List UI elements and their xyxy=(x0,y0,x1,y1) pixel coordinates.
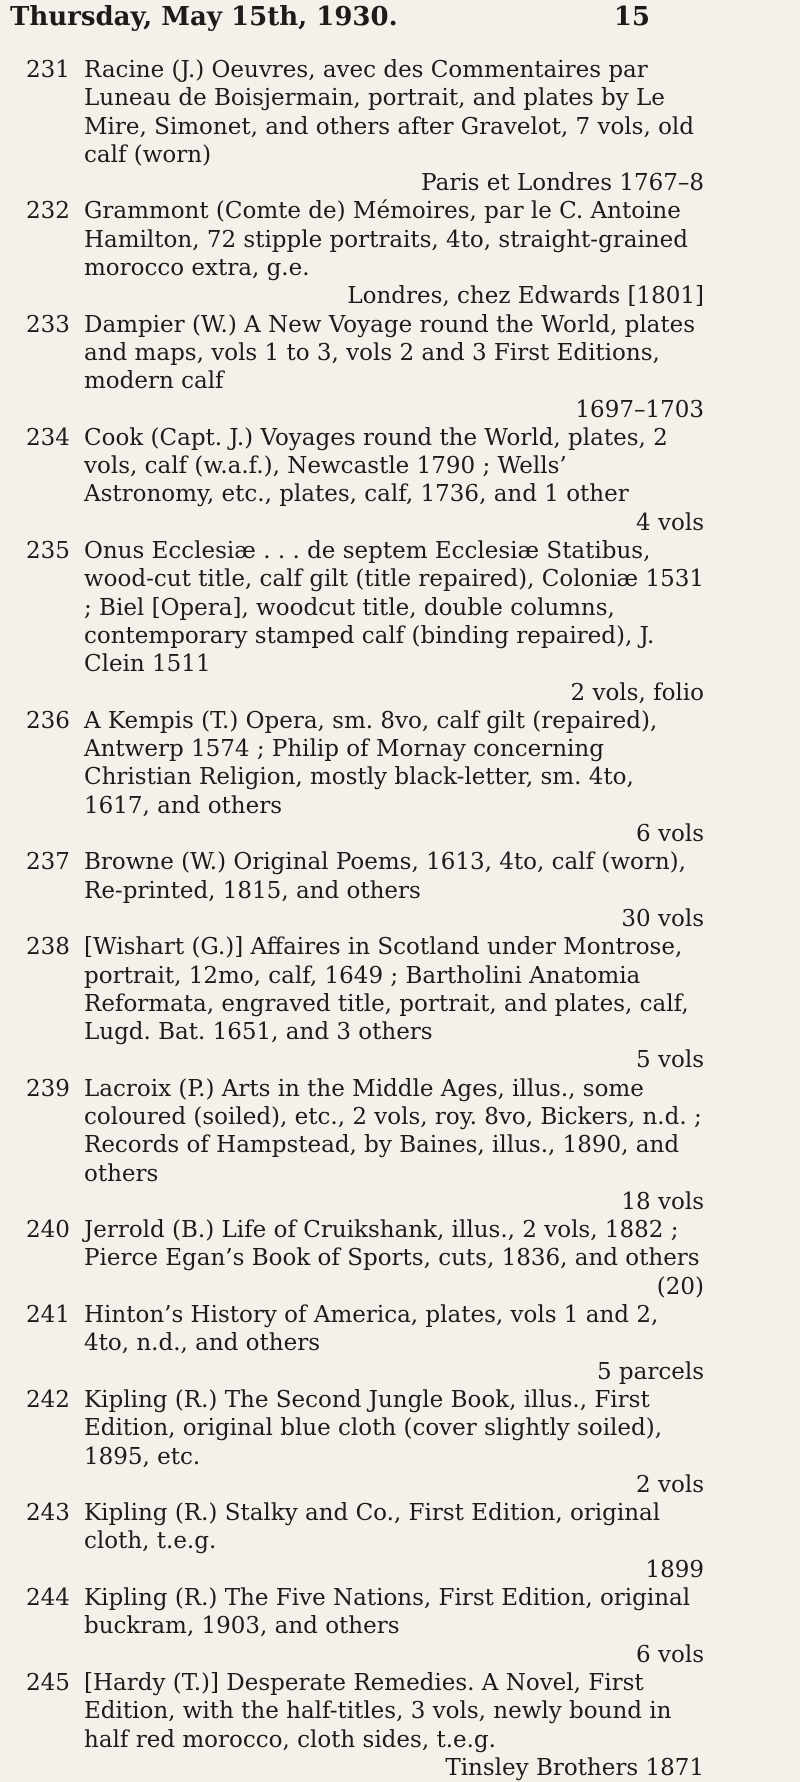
lot-text: Onus Ecclesiæ . . . de septem Ecclesiæ Statibus, wood-cut title, calf gilt (title repaired), Coloniæ 1531 ; Biel [Opera], woodcut title, double columns, contemporary stamped calf (binding repaired), J. Clein 1511 xyxy=(84,538,705,678)
lot-description xyxy=(84,424,704,537)
lot-list xyxy=(0,56,790,1782)
lot-number: 239 xyxy=(26,1075,70,1102)
lot-entry xyxy=(0,1669,790,1782)
lot-entry xyxy=(0,1075,790,1216)
lot-quantity: Londres, chez Edwards [1801] xyxy=(347,283,704,310)
lot-number: 236 xyxy=(26,707,70,734)
lot-quantity: 6 vols xyxy=(636,821,704,848)
lot-text: Grammont (Comte de) Mémoires, par le C. Antoine Hamilton, 72 stipple portraits, 4to, straight-grained morocco extra, g.e. xyxy=(84,198,688,282)
lot-number: 235 xyxy=(26,538,70,565)
lot-entry xyxy=(0,424,790,537)
lot-number: 240 xyxy=(26,1217,70,1244)
lot-number: 237 xyxy=(26,849,70,876)
lot-text: Kipling (R.) The Five Nations, First Edition, original buckram, 1903, and others xyxy=(84,1585,691,1640)
lot-entry xyxy=(0,311,790,424)
lot-description xyxy=(84,311,704,424)
lot-quantity: 1899 xyxy=(645,1556,704,1583)
lot-quantity: 5 vols xyxy=(636,1047,704,1074)
lot-number: 234 xyxy=(26,424,70,451)
lot-text: [Wishart (G.)] Affaires in Scotland under Montrose, portrait, 12mo, calf, 1649 ; Bartholini Anatomia Reformata, engraved title, portrait, and plates, calf, Lugd. Bat. 1651, and 3 others xyxy=(84,934,689,1046)
lot-number: 232 xyxy=(26,198,70,225)
lot-description xyxy=(84,848,704,933)
lot-description xyxy=(84,1216,704,1301)
lot-quantity: Paris et Londres 1767–8 xyxy=(421,170,704,197)
lot-quantity: (20) xyxy=(656,1273,704,1300)
lot-quantity: 4 vols xyxy=(636,509,704,536)
lot-entry xyxy=(0,537,790,707)
lot-number: 244 xyxy=(26,1585,70,1612)
lot-quantity: 2 vols, folio xyxy=(570,679,704,706)
lot-description xyxy=(84,933,704,1074)
lot-text: Hinton’s History of America, plates, vols 1 and 2, 4to, n.d., and others xyxy=(84,1302,659,1357)
lot-entry xyxy=(0,197,790,310)
lot-description xyxy=(84,1499,704,1584)
lot-text: Kipling (R.) The Second Jungle Book, illus., First Edition, original blue cloth (cover slightly soiled), 1895, etc. xyxy=(84,1386,663,1470)
lot-entry xyxy=(0,1386,790,1499)
lot-quantity: 6 vols xyxy=(636,1641,704,1668)
lot-number: 242 xyxy=(26,1386,70,1413)
lot-number: 238 xyxy=(26,934,70,961)
lot-description xyxy=(84,1584,704,1669)
lot-entry xyxy=(0,933,790,1074)
lot-description xyxy=(84,1386,704,1499)
lot-description xyxy=(84,1301,704,1386)
lot-quantity: 5 parcels xyxy=(596,1358,704,1385)
lot-entry xyxy=(0,707,790,848)
lot-number: 243 xyxy=(26,1500,70,1527)
lot-quantity: 30 vols xyxy=(621,905,704,932)
lot-description xyxy=(84,56,704,197)
lot-entry xyxy=(0,848,790,933)
lot-entry xyxy=(0,1584,790,1669)
lot-quantity: 18 vols xyxy=(621,1188,704,1215)
lot-text: Browne (W.) Original Poems, 1613, 4to, calf (worn), Re-printed, 1815, and others xyxy=(84,849,686,904)
lot-text: Lacroix (P.) Arts in the Middle Ages, illus., some coloured (soiled), etc., 2 vols, roy. 8vo, Bickers, n.d. ; Records of Hampstead, by Baines, illus., 1890, and others xyxy=(84,1075,702,1187)
lot-text: Cook (Capt. J.) Voyages round the World, plates, 2 vols, calf (w.a.f.), Newcastle 1790 ; Wells’ Astronomy, etc., plates, calf, 1736, and 1 other xyxy=(84,424,668,508)
lot-text: Jerrold (B.) Life of Cruikshank, illus., 2 vols, 1882 ; Pierce Egan’s Book of Sports, cuts, 1836, and others xyxy=(84,1217,700,1272)
lot-text: Kipling (R.) Stalky and Co., First Edition, original cloth, t.e.g. xyxy=(84,1500,661,1555)
lot-number: 233 xyxy=(26,311,70,338)
lot-quantity: 1697–1703 xyxy=(575,396,704,423)
lot-number: 231 xyxy=(26,57,70,83)
lot-description xyxy=(84,537,704,707)
lot-description xyxy=(84,197,704,310)
lot-entry xyxy=(0,1499,790,1584)
lot-description xyxy=(84,1075,704,1216)
page-number: 15 xyxy=(613,2,650,32)
lot-entry xyxy=(0,1216,790,1301)
lot-entry xyxy=(0,1301,790,1386)
lot-description xyxy=(84,707,704,848)
lot-text: [Hardy (T.)] Desperate Remedies. A Novel, First Edition, with the half-titles, 3 vols, newly bound in half red morocco, cloth sides, t.e.g. xyxy=(84,1669,672,1753)
lot-text: A Kempis (T.) Opera, sm. 8vo, calf gilt (repaired), Antwerp 1574 ; Philip of Mornay concerning Christian Religion, mostly black-letter, sm. 4to, 1617, and others xyxy=(84,707,658,819)
page-header xyxy=(10,0,650,38)
header-date: Thursday, May 15th, 1930. xyxy=(10,2,398,32)
lot-text: Racine (J.) Oeuvres, avec des Commentaires par Luneau de Boisjermain, portrait, and plates by Le Mire, Simonet, and others after Gravelot, 7 vols, old calf (worn) xyxy=(84,57,695,168)
lot-text: Dampier (W.) A New Voyage round the World, plates and maps, vols 1 to 3, vols 2 and 3 First Editions, modern calf xyxy=(84,311,696,395)
lot-number: 245 xyxy=(26,1669,70,1696)
lot-quantity: 2 vols xyxy=(636,1471,704,1498)
lot-quantity: Tinsley Brothers 1871 xyxy=(445,1754,704,1781)
lot-description xyxy=(84,1669,704,1782)
lot-entry xyxy=(0,56,790,197)
lot-number: 241 xyxy=(26,1302,70,1329)
